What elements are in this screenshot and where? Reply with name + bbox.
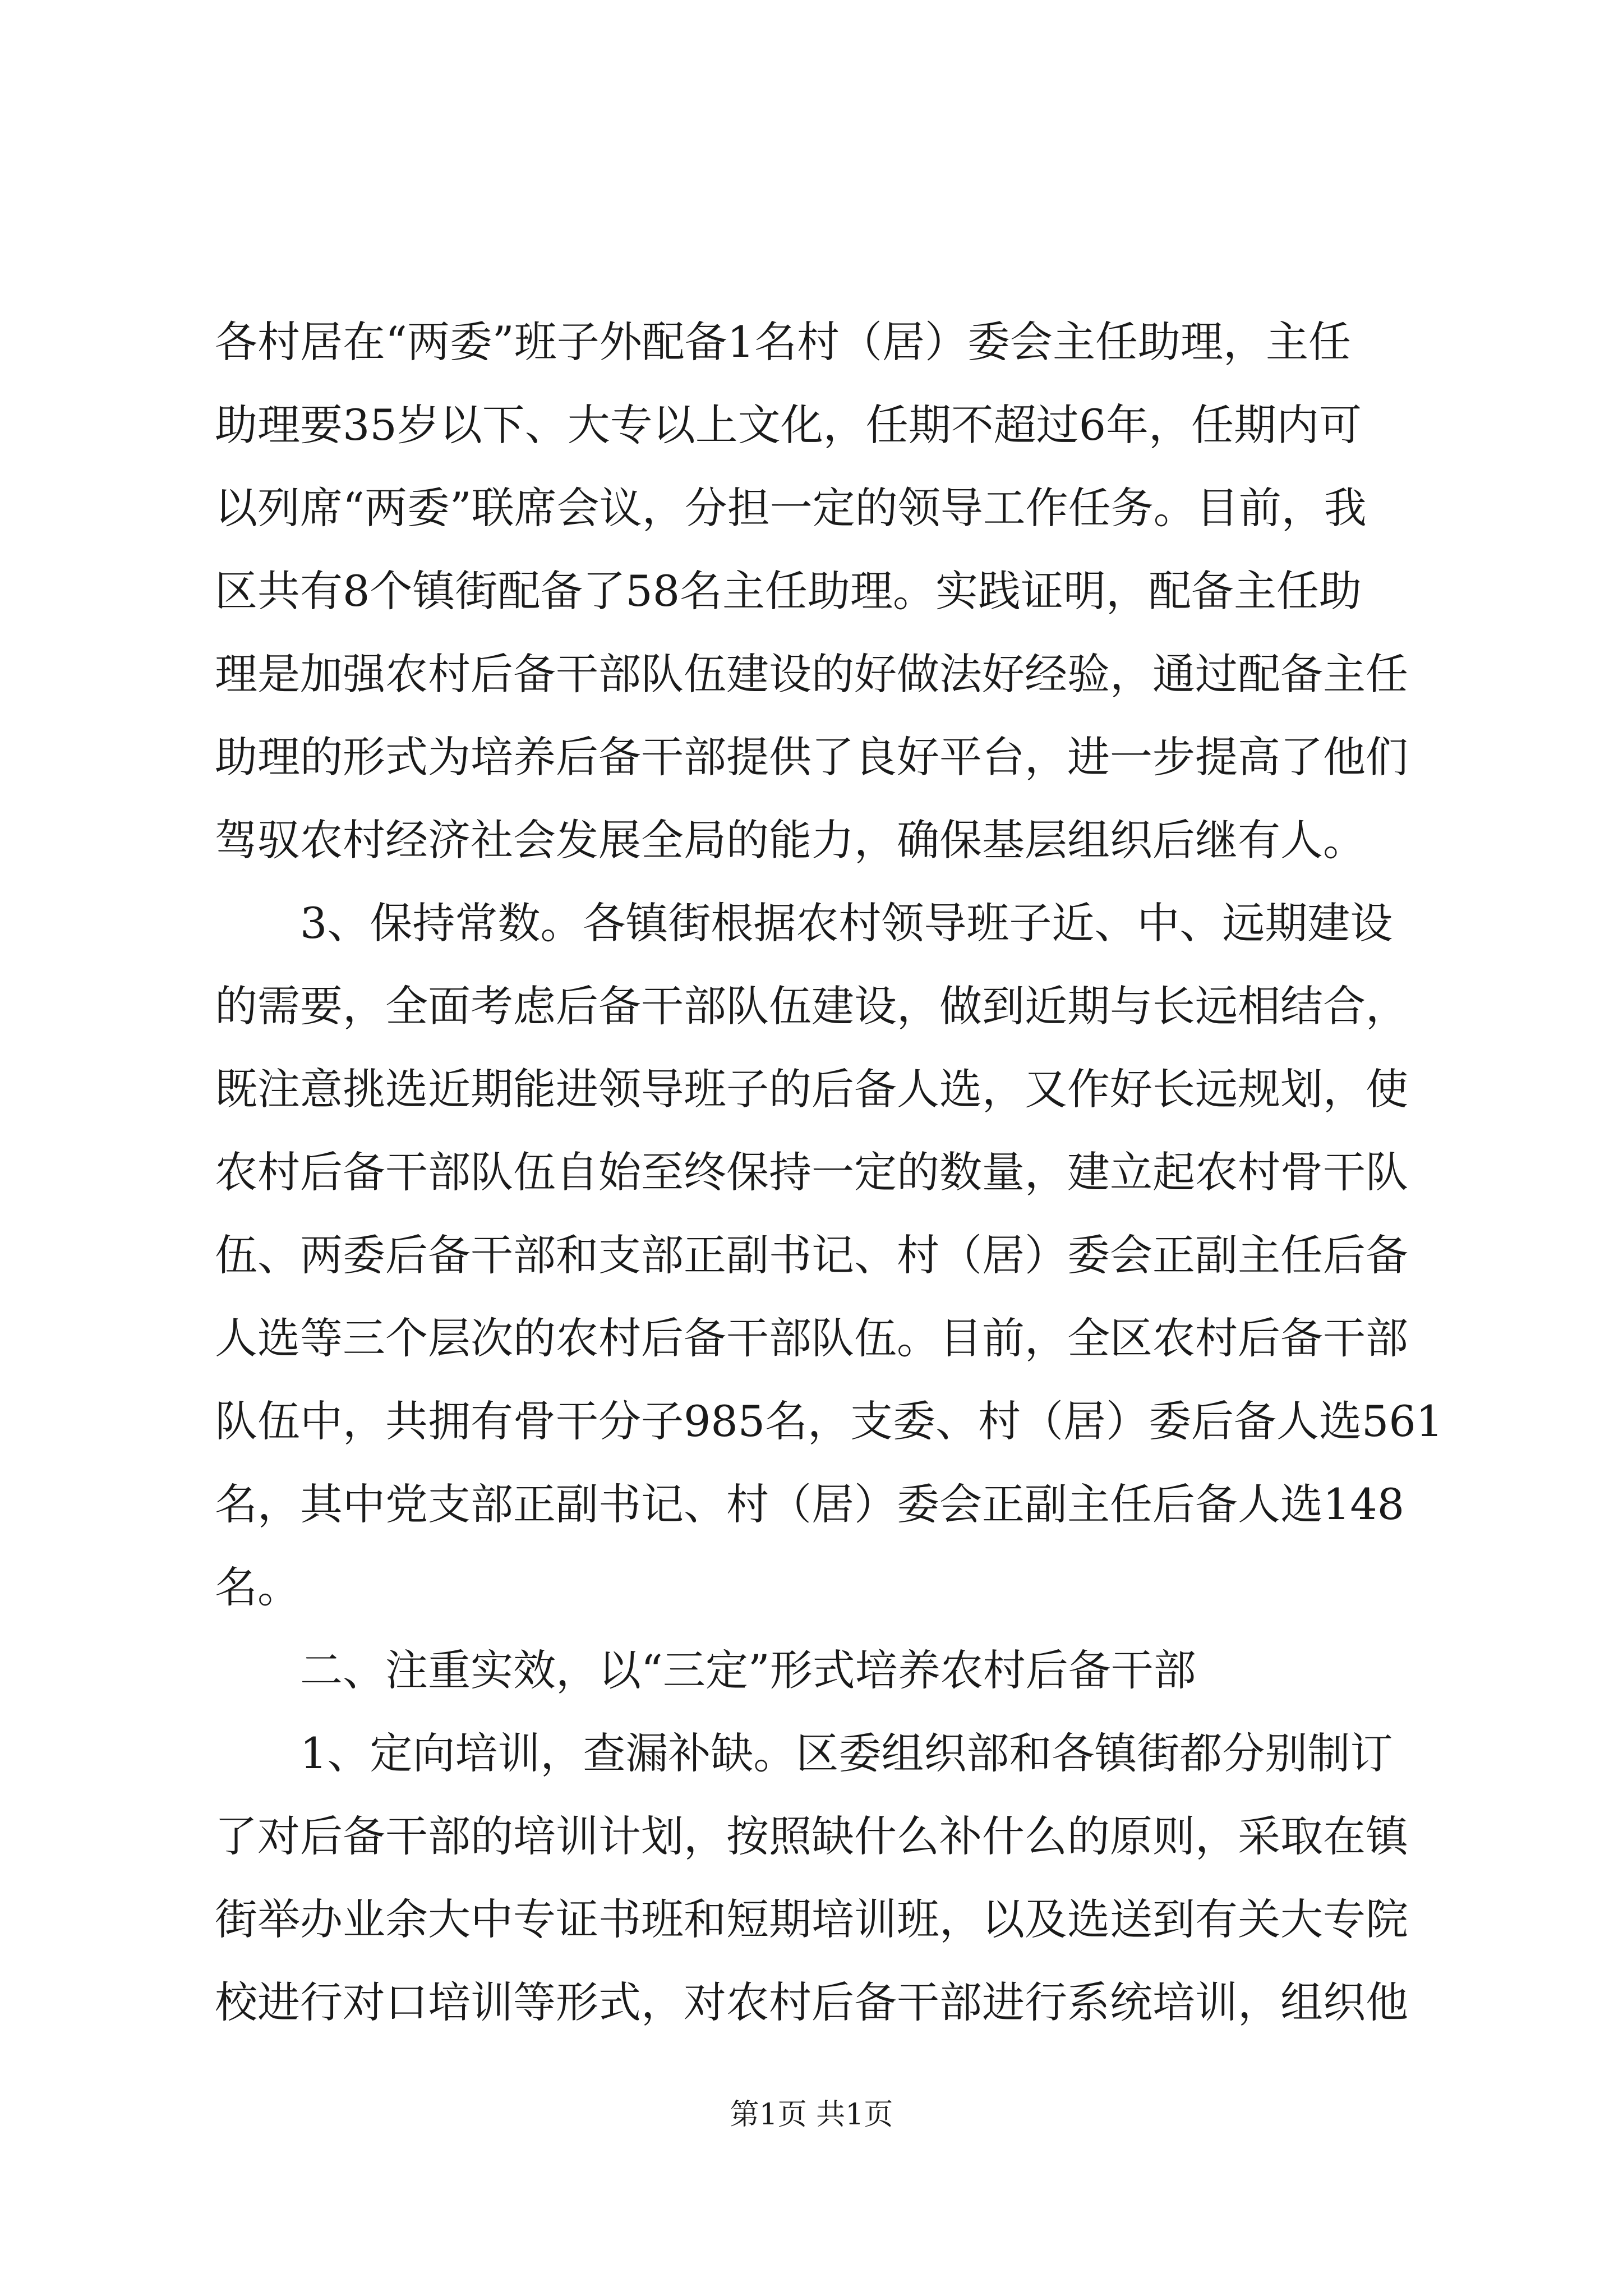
text-line: 了对后备干部的培训计划，按照缺什么补什么的原则，采取在镇 — [215, 1811, 1408, 1861]
text-line: 驾驭农村经济社会发展全局的能力，确保基层组织后继有人。 — [215, 815, 1366, 865]
text-line: 名。 — [215, 1562, 300, 1612]
text-line: 理是加强农村后备干部队伍建设的好做法好经验，通过配备主任 — [215, 649, 1408, 699]
section-heading: 二、注重实效，以“三定”形式培养农村后备干部 — [300, 1645, 1196, 1695]
text-line: 校进行对口培训等形式，对农村后备干部进行系统培训，组织他 — [215, 1977, 1408, 2027]
text-line: 队伍中，共拥有骨干分子985名，支委、村（居）委后备人选561 — [215, 1396, 1444, 1446]
text-line: 人选等三个层次的农村后备干部队伍。目前，全区农村后备干部 — [215, 1313, 1408, 1363]
text-line: 以列席“两委”联席会议，分担一定的领导工作任务。目前，我 — [215, 483, 1367, 533]
text-line: 名，其中党支部正副书记、村（居）委会正副主任后备人选148 — [215, 1479, 1405, 1529]
text-line: 农村后备干部队伍自始至终保持一定的数量，建立起农村骨干队 — [215, 1147, 1408, 1197]
text-line: 伍、两委后备干部和支部正副书记、村（居）委会正副主任后备 — [215, 1230, 1408, 1280]
page-footer: 第1页 共1页 — [730, 2098, 893, 2132]
text-line: 街举办业余大中专证书班和短期培训班，以及选送到有关大专院 — [215, 1894, 1408, 1944]
text-line: 助理要35岁以下、大专以上文化，任期不超过6年，任期内可 — [215, 400, 1362, 450]
text-line: 3、保持常数。各镇街根据农村领导班子近、中、远期建设 — [300, 898, 1393, 948]
text-line: 区共有8个镇街配备了58名主任助理。实践证明，配备主任助 — [215, 566, 1362, 616]
text-line: 各村居在“两委”班子外配备1名村（居）委会主任助理，主任 — [215, 317, 1352, 367]
text-line: 的需要，全面考虑后备干部队伍建设，做到近期与长远相结合， — [215, 981, 1408, 1031]
text-line: 既注意挑选近期能进领导班子的后备人选，又作好长远规划，使 — [215, 1064, 1408, 1114]
text-line: 助理的形式为培养后备干部提供了良好平台，进一步提高了他们 — [215, 732, 1408, 782]
text-line: 1、定向培训，查漏补缺。区委组织部和各镇街都分别制订 — [300, 1728, 1393, 1778]
